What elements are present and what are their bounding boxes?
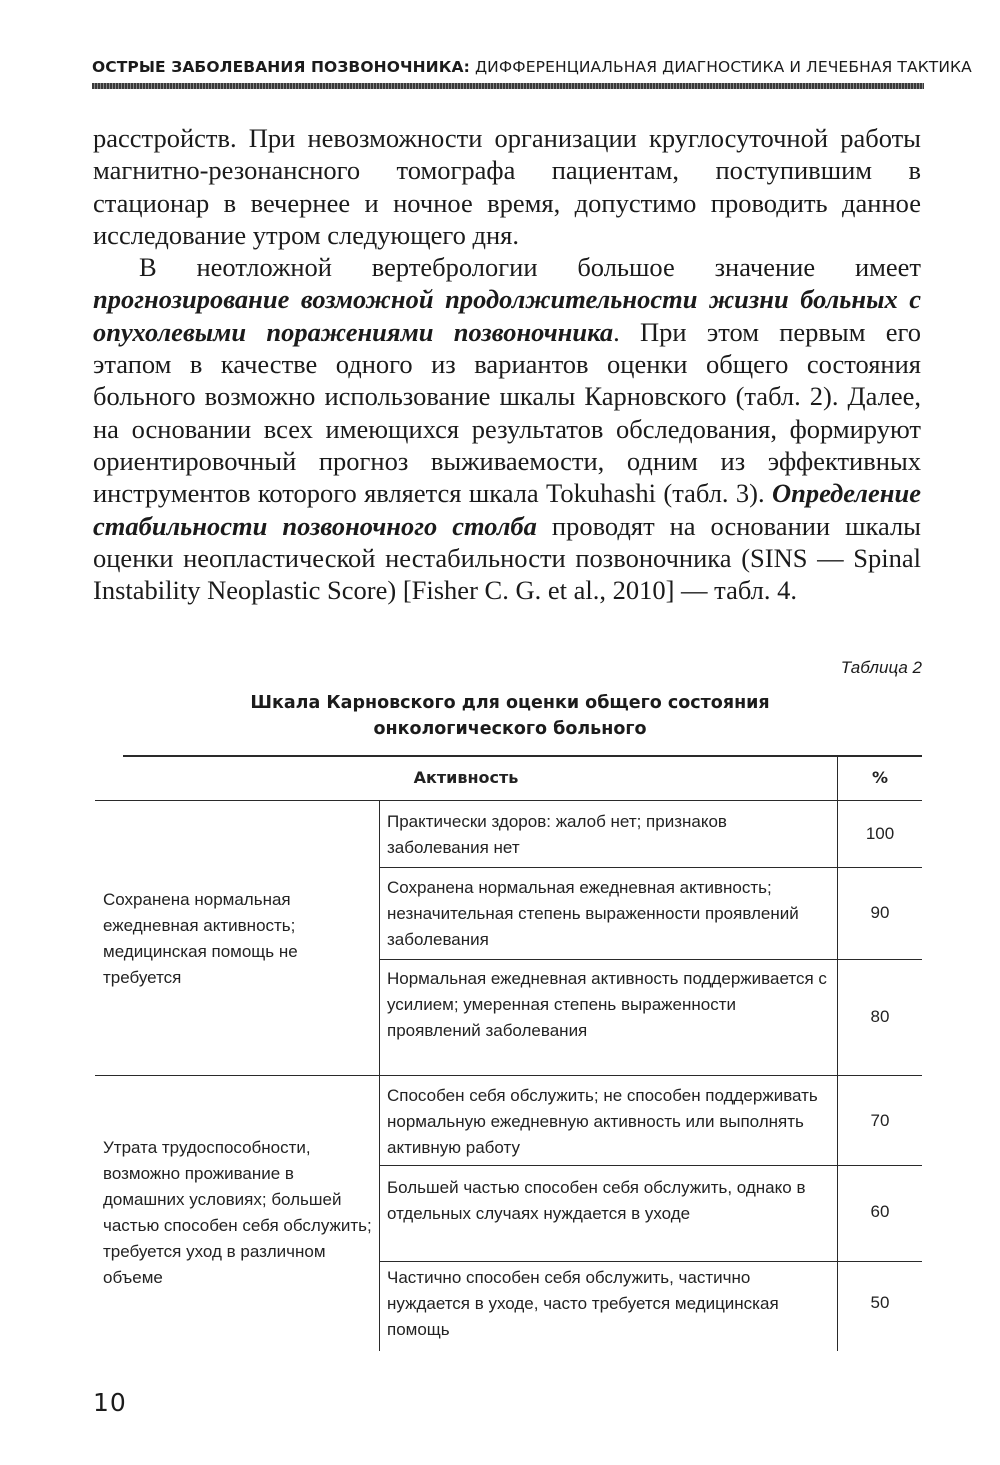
row-rule-2 [380, 959, 922, 960]
row-desc-50: Частично способен себя обслужить, частично нуждается в уходе, часто требуется медицинская помощь [387, 1268, 779, 1339]
table-label: Таблица 2 [840, 658, 922, 677]
paragraph-1: расстройств. При невозможности организации круглосуточной работы магнитно-резонансного томографа пациентам, поступившим в стационар в вечернее и ночное время, допустимо проводить данное исследование утром следующего дня. [93, 123, 921, 250]
p2-emphasis-prognosis: прогнозирование возможной продолжительности жизни больных с опухолевыми поражениями позвоночника [93, 284, 921, 347]
group-label-disability: Утрата трудоспособности, возможно проживание в домашних условиях; большей частью способен себя обслужить; требуется уход в различном объеме [103, 1138, 372, 1287]
group-label-normal-activity: Сохранена нормальная ежедневная активность; медицинская помощь не требуется [103, 890, 298, 987]
group-divider-rule [95, 1075, 922, 1076]
row-value-90: 90 [870, 903, 890, 922]
p2-text-c: проводят на основании шкалы оценки неопластической нестабильности позвоночника (SINS — Spinal Instability Neoplastic Score) [Fisher C. G. et al., 2010] — табл. 4. [93, 510, 921, 606]
row-desc-90: Сохранена нормальная ежедневная активность; незначительная степень выраженности проявлений заболевания [387, 878, 799, 949]
row-desc-60: Большей частью способен себя обслужить, однако в отдельных случаях нуждается в уходе [387, 1178, 806, 1223]
table-header-rule [95, 800, 922, 801]
p2-emphasis-stability: Определение стабильности позвоночного столба [93, 478, 921, 541]
row-rule-1 [380, 867, 922, 868]
row-value-80: 80 [870, 1007, 890, 1026]
header-percent: % [871, 768, 889, 787]
row-rule-5 [380, 1261, 922, 1262]
paragraph-2 [93, 251, 921, 606]
table-title-line-1: Шкала Карновского для оценки общего состояния [250, 693, 770, 713]
page-number: 10 [93, 1388, 127, 1417]
p2-text-b: . При этом первым его этапом в качестве одного из вариантов оценки общего состояния больного возможно использование шкалы Карновского (табл. 2). Далее, на основании всех имеющихся результатов обследования, формируют ориентировочный прогноз выживаемости, одним из эффективных инструментов которого является шкала Tokuhashi (табл. 3). [93, 316, 921, 509]
running-head-bold: ОСТРЫЕ ЗАБОЛЕВАНИЯ ПОЗВОНОЧНИКА: [92, 58, 470, 76]
row-desc-100: Практически здоров: жалоб нет; признаков заболевания нет [387, 812, 727, 857]
row-desc-70: Способен себя обслужить; не способен поддерживать нормальную ежедневную активность или выполнять активную работу [387, 1086, 818, 1157]
running-head [92, 58, 972, 76]
table-top-rule [123, 755, 922, 757]
running-head-rest: ДИФФЕРЕНЦИАЛЬНАЯ ДИАГНОСТИКА И ЛЕЧЕБНАЯ ТАКТИКА [469, 58, 972, 76]
body-text [93, 122, 921, 606]
table-title [160, 690, 860, 742]
p2-text-a: В неотложной вертебрологии большое значение имеет [139, 252, 921, 283]
row-value-70: 70 [870, 1111, 890, 1130]
header-rule [92, 83, 924, 89]
column-divider-group [379, 801, 380, 1351]
table-title-line-2: онкологического больного [373, 719, 647, 739]
row-value-50: 50 [870, 1293, 890, 1312]
row-rule-4 [380, 1165, 922, 1166]
row-desc-80: Нормальная ежедневная активность поддерживается с усилием; умеренная степень выраженности проявлений заболевания [387, 969, 827, 1040]
row-value-100: 100 [865, 824, 895, 843]
karnofsky-table [95, 755, 922, 1351]
row-value-60: 60 [870, 1202, 890, 1221]
header-activity: Активность [413, 768, 519, 787]
